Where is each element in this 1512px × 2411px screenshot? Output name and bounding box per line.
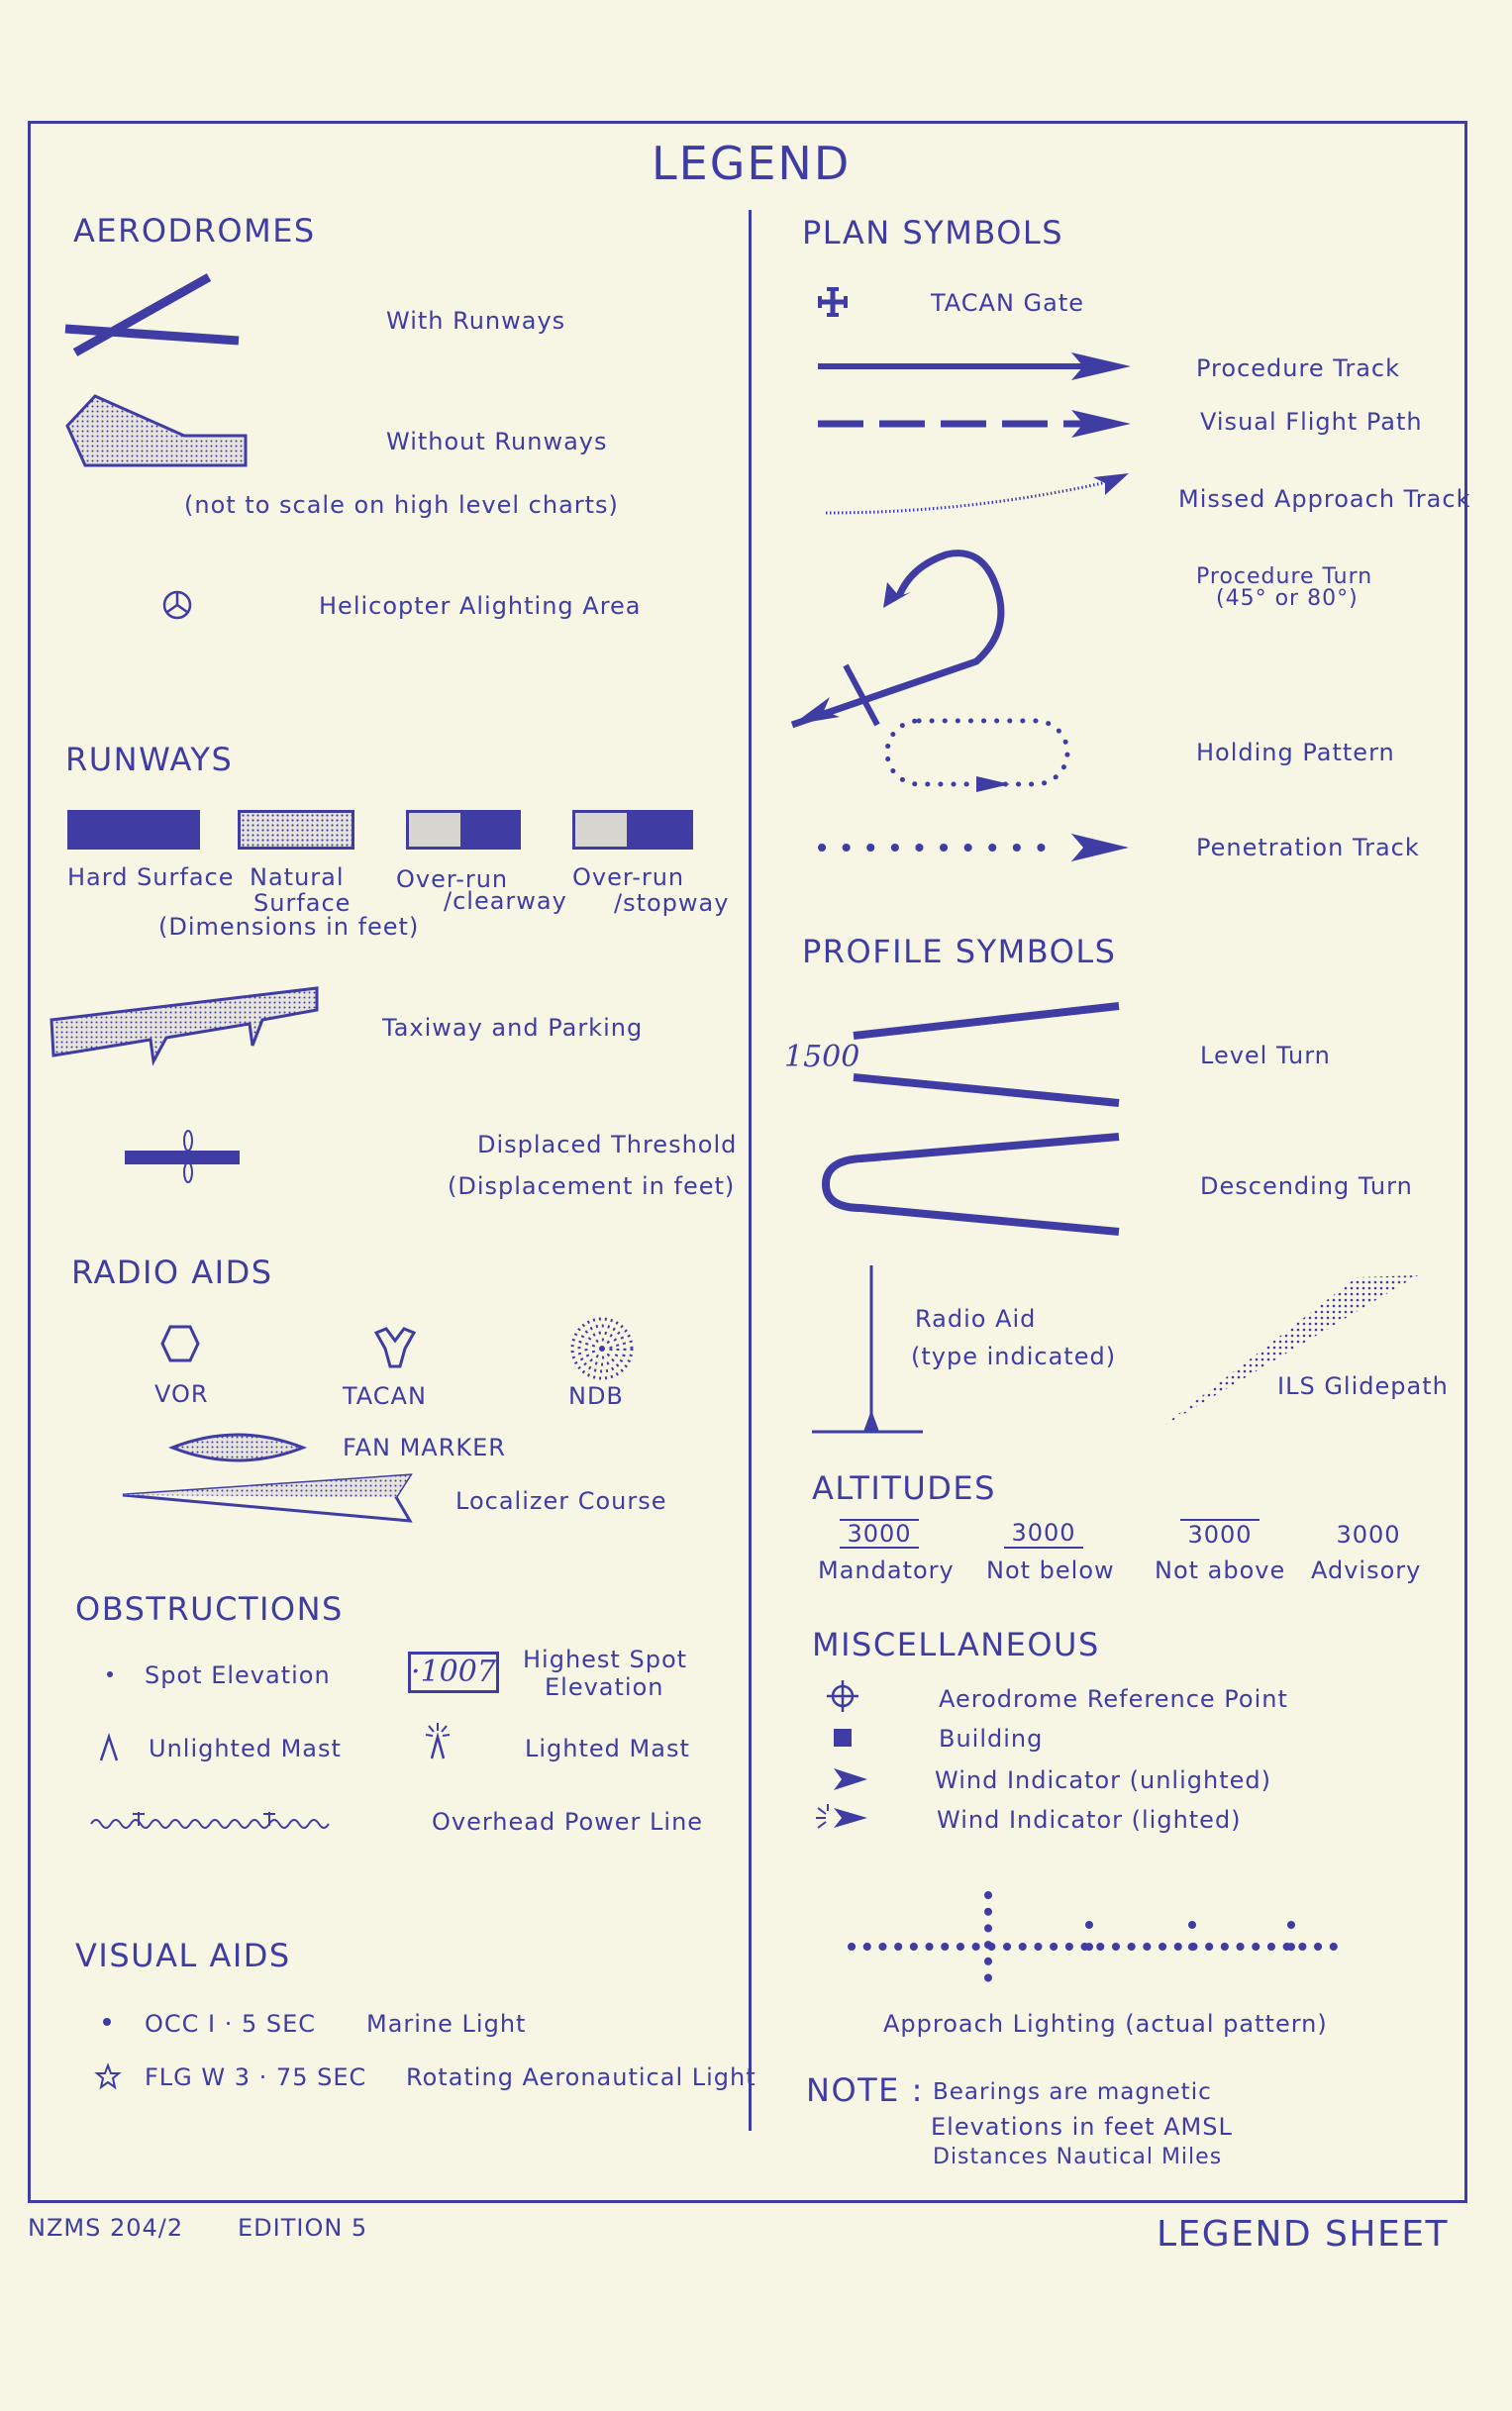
marine-light-label: Marine Light: [366, 2010, 527, 2038]
procedure-turn-label-1: Procedure Turn: [1196, 564, 1373, 589]
overrun-stopway-label-2: /stopway: [614, 889, 730, 917]
procedure-turn-icon: [788, 547, 1012, 731]
footer-sheet-title: LEGEND SHEET: [1157, 2214, 1449, 2255]
building-icon: [834, 1729, 852, 1747]
displaced-threshold-icon: [123, 1129, 242, 1184]
flg-label: FLG W 3 · 75 SEC: [145, 2063, 367, 2091]
tacan-label: TACAN: [343, 1382, 427, 1410]
descending-turn-icon: [812, 1129, 1123, 1236]
occ-label: OCC I · 5 SEC: [145, 2010, 317, 2038]
rotating-light-label: Rotating Aeronautical Light: [406, 2063, 756, 2091]
rotating-light-icon: [95, 2063, 121, 2089]
power-line-label: Overhead Power Line: [432, 1808, 704, 1836]
localizer-label: Localizer Course: [455, 1487, 667, 1515]
runway-aerodrome-icon: [65, 275, 244, 354]
procedure-track-label: Procedure Track: [1196, 354, 1401, 382]
approach-lighting-label: Approach Lighting (actual pattern): [883, 2010, 1328, 2038]
holding-pattern-label: Holding Pattern: [1196, 739, 1395, 766]
altitude-mandatory-label: Mandatory: [818, 1557, 955, 1584]
note-line-2: Elevations in feet AMSL: [931, 2113, 1233, 2141]
runways-heading: RUNWAYS: [65, 741, 234, 778]
localizer-icon: [121, 1473, 418, 1525]
page-title: LEGEND: [652, 137, 852, 190]
building-label: Building: [939, 1725, 1044, 1753]
wind-indicator-lighted-icon: [814, 1802, 869, 1834]
overrun-clearway-label-2: /clearway: [444, 887, 567, 915]
radio-aids-heading: RADIO AIDS: [71, 1254, 273, 1291]
footer-edition: EDITION 5: [238, 2214, 368, 2242]
holding-pattern-icon: [881, 715, 1073, 790]
altitude-not-above-label: Not above: [1155, 1557, 1286, 1584]
descending-turn-label: Descending Turn: [1200, 1172, 1413, 1200]
altitudes-heading: ALTITUDES: [812, 1469, 996, 1507]
radio-aid-label-1: Radio Aid: [915, 1305, 1037, 1333]
radio-aid-profile-icon: [810, 1263, 925, 1436]
overrun-stopway-label-1: Over-run: [572, 863, 685, 891]
altitude-mandatory-value: 3000: [840, 1519, 919, 1549]
altitude-not-below-value: 3000: [1004, 1519, 1083, 1549]
tacan-gate-icon: [818, 287, 848, 317]
penetration-track-icon: [818, 830, 1131, 865]
visual-flight-path-label: Visual Flight Path: [1200, 408, 1423, 436]
natural-surface-label-1: Natural: [250, 863, 345, 891]
marine-light-icon: [103, 2018, 111, 2026]
ils-glidepath-icon: [1159, 1273, 1422, 1432]
altitude-not-below-label: Not below: [986, 1557, 1115, 1584]
level-turn-icon: [852, 1000, 1123, 1109]
procedure-track-icon: [818, 349, 1133, 384]
profile-symbols-heading: PROFILE SYMBOLS: [802, 933, 1117, 970]
plan-symbols-heading: PLAN SYMBOLS: [802, 214, 1064, 251]
overrun-stopway-symbol: [572, 810, 693, 850]
arp-label: Aerodrome Reference Point: [939, 1685, 1288, 1713]
displacement-label: (Displacement in feet): [448, 1172, 736, 1200]
overrun-clearway-label-1: Over-run: [396, 865, 509, 893]
tacan-icon: [372, 1327, 418, 1370]
hard-surface-symbol: [67, 810, 200, 850]
unlighted-mast-label: Unlighted Mast: [149, 1735, 342, 1762]
overrun-clearway-symbol: [406, 810, 521, 850]
fan-marker-label: FAN MARKER: [343, 1434, 506, 1461]
visual-aids-heading: VISUAL AIDS: [75, 1937, 291, 1974]
helicopter-label: Helicopter Alighting Area: [319, 592, 642, 620]
ndb-label: NDB: [568, 1382, 624, 1410]
altitude-advisory-value: 3000: [1336, 1521, 1401, 1549]
note-line-1: Bearings are magnetic: [933, 2079, 1212, 2105]
visual-flight-path-icon: [818, 406, 1133, 442]
natural-surface-symbol: [238, 810, 354, 850]
obstructions-heading: OBSTRUCTIONS: [75, 1590, 344, 1628]
fan-marker-icon: [170, 1430, 305, 1465]
level-turn-altitude: 1500: [784, 1040, 860, 1074]
wind-indicator-unlighted-icon: [832, 1766, 869, 1792]
taxiway-label: Taxiway and Parking: [382, 1014, 644, 1042]
spot-elevation-icon: [107, 1671, 113, 1677]
highest-spot-label-1: Highest Spot: [523, 1646, 688, 1673]
vor-label: VOR: [154, 1380, 209, 1408]
without-runways-label: Without Runways: [386, 428, 608, 455]
lighted-mast-label: Lighted Mast: [525, 1735, 690, 1762]
spot-elevation-label: Spot Elevation: [145, 1661, 331, 1689]
with-runways-label: With Runways: [386, 307, 566, 335]
ils-glidepath-label: ILS Glidepath: [1277, 1372, 1449, 1400]
column-divider: [749, 210, 752, 2131]
radio-aid-label-2: (type indicated): [911, 1343, 1117, 1370]
power-line-icon: [91, 1810, 329, 1832]
highest-spot-box: ·1007: [408, 1652, 499, 1693]
aerodrome-reference-point-icon: [826, 1679, 859, 1713]
highest-spot-label-2: Elevation: [545, 1673, 664, 1701]
aerodromes-heading: AERODROMES: [73, 212, 316, 250]
footer-series: NZMS 204/2: [28, 2214, 184, 2242]
natural-surface-label-2: Surface: [253, 889, 352, 917]
level-turn-label: Level Turn: [1200, 1042, 1331, 1069]
missed-approach-label: Missed Approach Track: [1178, 485, 1471, 513]
dimensions-note: (Dimensions in feet): [158, 913, 420, 941]
note-label: NOTE :: [806, 2071, 924, 2109]
displaced-threshold-label: Displaced Threshold: [477, 1131, 738, 1158]
aerodrome-no-runway-icon: [65, 394, 250, 469]
hard-surface-label: Hard Surface: [67, 863, 235, 891]
penetration-track-label: Penetration Track: [1196, 834, 1420, 861]
note-line-3: Distances Nautical Miles: [933, 2145, 1223, 2169]
missed-approach-icon: [824, 469, 1131, 519]
taxiway-icon: [50, 980, 322, 1067]
ndb-icon: [570, 1317, 634, 1380]
altitude-not-above-value: 3000: [1180, 1519, 1260, 1549]
scale-note: (not to scale on high level charts): [184, 491, 619, 519]
helicopter-icon: [162, 590, 192, 620]
procedure-turn-label-2: (45° or 80°): [1216, 586, 1359, 611]
wind-unlighted-label: Wind Indicator (unlighted): [935, 1766, 1271, 1794]
tacan-gate-label: TACAN Gate: [931, 289, 1085, 317]
miscellaneous-heading: MISCELLANEOUS: [812, 1626, 1100, 1663]
vor-icon: [160, 1325, 200, 1362]
wind-lighted-label: Wind Indicator (lighted): [937, 1806, 1242, 1834]
altitude-advisory-label: Advisory: [1311, 1557, 1422, 1584]
lighted-mast-icon: [424, 1721, 452, 1760]
approach-lighting-icon: [844, 1885, 1345, 1998]
unlighted-mast-icon: [99, 1735, 119, 1762]
